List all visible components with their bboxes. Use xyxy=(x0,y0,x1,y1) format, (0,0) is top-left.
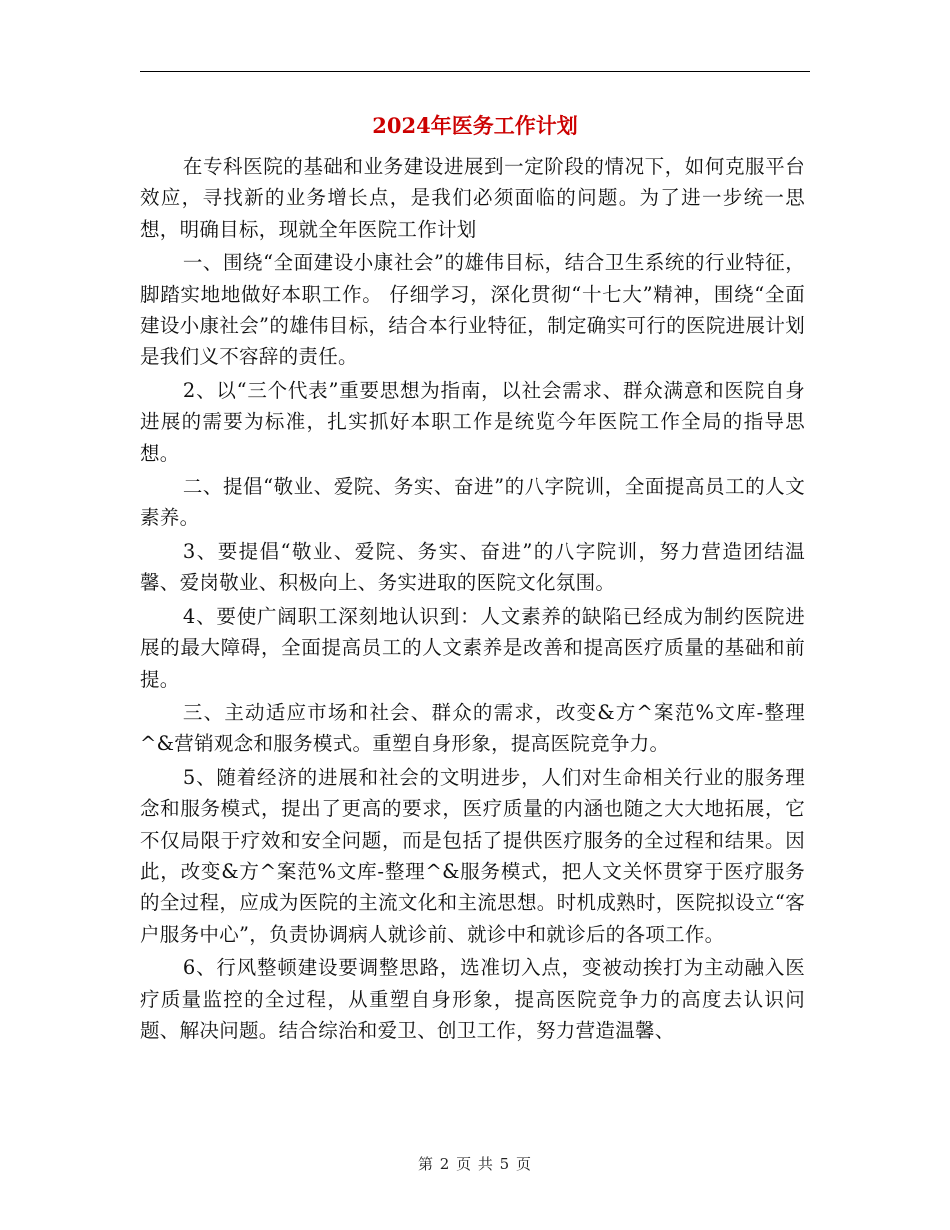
page-number-footer: 第 2 页 共 5 页 xyxy=(418,1155,532,1173)
document-body xyxy=(140,151,805,1048)
document-title: 2024年医务工作计划 xyxy=(372,113,578,138)
paragraph-section-1: 一、围绕“全面建设小康社会”的雄伟目标，结合卫生系统的行业特征，脚踏实地地做好本职工作。 仔细学习，深化贯彻“十七大”精神，围绕“全面建设小康社会”的雄伟目标，结合本行业特征，制定确实可行的医院进展计划是我们义不容辞的责任。 xyxy=(140,251,805,369)
paragraph-section-3: 三、主动适应市场和社会、群众的需求，改变&方^案范%文库-整理^&营销观念和服务模式。重塑自身形象，提高医院竞争力。 xyxy=(140,700,805,756)
paragraph-item-5: 5、随着经济的进展和社会的文明进步，人们对生命相关行业的服务理念和服务模式，提出了更高的要求，医疗质量的内涵也随之大大地拓展，它不仅局限于疗效和安全问题，而是包括了提供医疗服务的全过程和结果。因此，改变&方^案范%文库-整理^&服务模式，把人文关怀贯穿于医疗服务的全过程，应成为医院的主流文化和主流思想。时机成熟时，医院拟设立“客户服务中心”，负责协调病人就诊前、就诊中和就诊后的各项工作。 xyxy=(140,765,805,946)
paragraph-intro: 在专科医院的基础和业务建设进展到一定阶段的情况下，如何克服平台效应，寻找新的业务增长点，是我们必须面临的问题。为了进一步统一思想，明确目标，现就全年医院工作计划 xyxy=(140,155,805,241)
paragraph-item-2: 2、以“三个代表”重要思想为指南，以社会需求、群众满意和医院自身进展的需要为标准，扎实抓好本职工作是统览今年医院工作全局的指导思想。 xyxy=(140,378,805,465)
paragraph-item-4: 4、要使广阔职工深刻地认识到：人文素养的缺陷已经成为制约医院进展的最大障碍，全面提高员工的人文素养是改善和提高医疗质量的基础和前提。 xyxy=(140,604,805,691)
paragraph-item-3: 3、要提倡“敬业、爱院、务实、奋进”的八字院训，努力营造团结温馨、爱岗敬业、积极向上、务实进取的医院文化氛围。 xyxy=(140,539,805,595)
paragraph-item-6: 6、行风整顿建设要调整思路，选准切入点，变被动挨打为主动融入医疗质量监控的全过程，从重塑自身形象，提高医院竞争力的高度去认识问题、解决问题。结合综治和爱卫、创卫工作，努力营造温馨、 xyxy=(140,956,805,1042)
header-rule xyxy=(140,71,810,72)
paragraph-section-2: 二、提倡“敬业、爱院、务实、奋进”的八字院训，全面提高员工的人文素养。 xyxy=(140,475,805,530)
